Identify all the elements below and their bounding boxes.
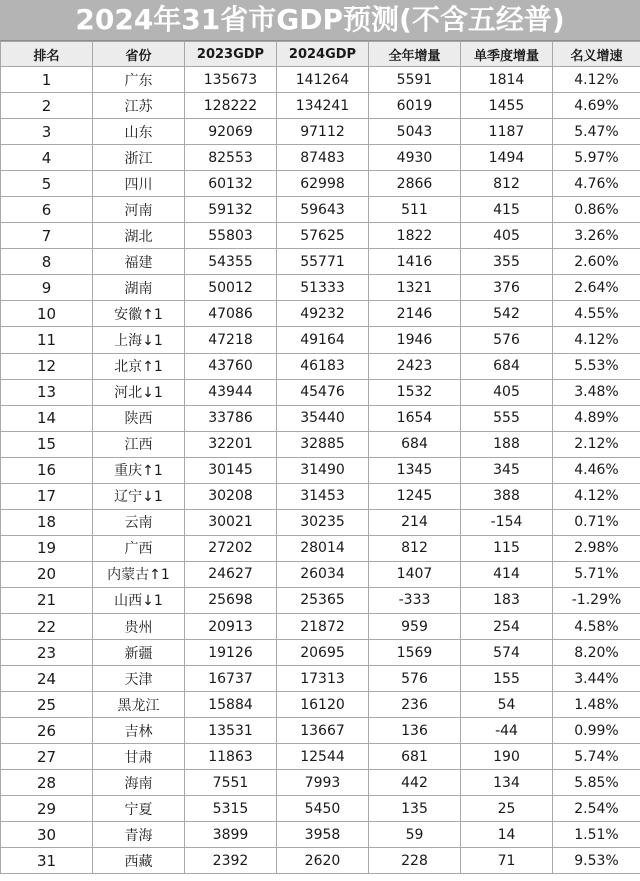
gdp-2024-cell: 3958 — [277, 822, 369, 848]
table-row — [1, 353, 640, 379]
gdp-2024-cell: 87483 — [277, 145, 369, 171]
quarter-increase-cell: 542 — [461, 301, 553, 327]
nominal-growth-cell: 4.12% — [553, 67, 640, 93]
nominal-growth-cell: 3.26% — [553, 223, 640, 249]
annual-increase-cell: 1321 — [369, 275, 461, 301]
annual-increase-cell: 236 — [369, 692, 461, 718]
annual-increase-cell: 59 — [369, 822, 461, 848]
column-header-gdp-2023: 2023GDP — [185, 42, 277, 67]
column-header-nominal-growth: 名义增速 — [553, 42, 640, 67]
gdp-2023-cell: 47086 — [185, 301, 277, 327]
quarter-increase-cell: 355 — [461, 249, 553, 275]
nominal-growth-cell: 4.46% — [553, 457, 640, 483]
province-cell: 山东 — [93, 119, 185, 145]
annual-increase-cell: 5043 — [369, 119, 461, 145]
rank-cell: 28 — [1, 770, 93, 796]
rank-cell: 26 — [1, 718, 93, 744]
gdp-2024-cell: 31490 — [277, 457, 369, 483]
rank-cell: 22 — [1, 613, 93, 639]
gdp-2024-cell: 31453 — [277, 483, 369, 509]
rank-cell: 19 — [1, 535, 93, 561]
gdp-2024-cell: 51333 — [277, 275, 369, 301]
gdp-2024-cell: 16120 — [277, 692, 369, 718]
rank-cell: 7 — [1, 223, 93, 249]
rank-cell: 13 — [1, 379, 93, 405]
province-cell: 四川 — [93, 171, 185, 197]
rank-cell: 11 — [1, 327, 93, 353]
table-row — [1, 613, 640, 639]
gdp-2023-cell: 20913 — [185, 613, 277, 639]
rank-cell: 17 — [1, 483, 93, 509]
gdp-2023-cell: 27202 — [185, 535, 277, 561]
quarter-increase-cell: 1455 — [461, 93, 553, 119]
gdp-2023-cell: 25698 — [185, 587, 277, 613]
table-row — [1, 379, 640, 405]
table-row — [1, 171, 640, 197]
rank-cell: 21 — [1, 587, 93, 613]
nominal-growth-cell: 4.76% — [553, 171, 640, 197]
gdp-2024-cell: 49232 — [277, 301, 369, 327]
rank-cell: 23 — [1, 640, 93, 666]
gdp-2024-cell: 30235 — [277, 509, 369, 535]
nominal-growth-cell: 0.86% — [553, 197, 640, 223]
gdp-2023-cell: 82553 — [185, 145, 277, 171]
quarter-increase-cell: 1187 — [461, 119, 553, 145]
annual-increase-cell: 1407 — [369, 561, 461, 587]
nominal-growth-cell: 3.44% — [553, 666, 640, 692]
gdp-2024-cell: 46183 — [277, 353, 369, 379]
province-cell: 安徽↑1 — [93, 301, 185, 327]
nominal-growth-cell: 1.51% — [553, 822, 640, 848]
province-cell: 陕西 — [93, 405, 185, 431]
table-row — [1, 718, 640, 744]
gdp-2023-cell: 16737 — [185, 666, 277, 692]
quarter-increase-cell: 576 — [461, 327, 553, 353]
table-row — [1, 327, 640, 353]
gdp-2024-cell: 35440 — [277, 405, 369, 431]
table-row — [1, 405, 640, 431]
province-cell: 江苏 — [93, 93, 185, 119]
table-row — [1, 67, 640, 93]
annual-increase-cell: 135 — [369, 796, 461, 822]
province-cell: 上海↓1 — [93, 327, 185, 353]
table-row — [1, 744, 640, 770]
annual-increase-cell: 1416 — [369, 249, 461, 275]
province-cell: 宁夏 — [93, 796, 185, 822]
rank-cell: 1 — [1, 67, 93, 93]
nominal-growth-cell: 9.53% — [553, 848, 640, 874]
quarter-increase-cell: 188 — [461, 431, 553, 457]
gdp-2023-cell: 7551 — [185, 770, 277, 796]
quarter-increase-cell: -154 — [461, 509, 553, 535]
nominal-growth-cell: 4.89% — [553, 405, 640, 431]
province-cell: 广东 — [93, 67, 185, 93]
nominal-growth-cell: 3.48% — [553, 379, 640, 405]
gdp-2024-cell: 45476 — [277, 379, 369, 405]
nominal-growth-cell: 5.47% — [553, 119, 640, 145]
table-row — [1, 770, 640, 796]
nominal-growth-cell: 4.58% — [553, 613, 640, 639]
rank-cell: 31 — [1, 848, 93, 874]
nominal-growth-cell: 2.60% — [553, 249, 640, 275]
gdp-2023-cell: 32201 — [185, 431, 277, 457]
province-cell: 内蒙古↑1 — [93, 561, 185, 587]
annual-increase-cell: 214 — [369, 509, 461, 535]
table-row — [1, 119, 640, 145]
table-row — [1, 249, 640, 275]
quarter-increase-cell: 555 — [461, 405, 553, 431]
rank-cell: 4 — [1, 145, 93, 171]
gdp-2024-cell: 134241 — [277, 93, 369, 119]
quarter-increase-cell: 71 — [461, 848, 553, 874]
gdp-2024-cell: 21872 — [277, 613, 369, 639]
table-row — [1, 535, 640, 561]
rank-cell: 15 — [1, 431, 93, 457]
table-row — [1, 275, 640, 301]
nominal-growth-cell: 4.12% — [553, 327, 640, 353]
gdp-2024-cell: 13667 — [277, 718, 369, 744]
gdp-2024-cell: 20695 — [277, 640, 369, 666]
gdp-2024-cell: 25365 — [277, 587, 369, 613]
province-cell: 福建 — [93, 249, 185, 275]
table-row — [1, 197, 640, 223]
province-cell: 湖南 — [93, 275, 185, 301]
province-cell: 江西 — [93, 431, 185, 457]
table-row — [1, 796, 640, 822]
province-cell: 西藏 — [93, 848, 185, 874]
province-cell: 青海 — [93, 822, 185, 848]
table-row — [1, 93, 640, 119]
annual-increase-cell: 812 — [369, 535, 461, 561]
quarter-increase-cell: 14 — [461, 822, 553, 848]
nominal-growth-cell: 5.74% — [553, 744, 640, 770]
rank-cell: 8 — [1, 249, 93, 275]
quarter-increase-cell: 1814 — [461, 67, 553, 93]
gdp-2024-cell: 12544 — [277, 744, 369, 770]
gdp-2024-cell: 57625 — [277, 223, 369, 249]
gdp-2023-cell: 55803 — [185, 223, 277, 249]
column-header-gdp-2024: 2024GDP — [277, 42, 369, 67]
quarter-increase-cell: 190 — [461, 744, 553, 770]
page-title: 2024年31省市GDP预测(不含五经普) — [0, 0, 640, 41]
nominal-growth-cell: 0.99% — [553, 718, 640, 744]
quarter-increase-cell: 345 — [461, 457, 553, 483]
annual-increase-cell: 1245 — [369, 483, 461, 509]
gdp-2023-cell: 13531 — [185, 718, 277, 744]
table-row — [1, 587, 640, 613]
gdp-2023-cell: 50012 — [185, 275, 277, 301]
quarter-increase-cell: 574 — [461, 640, 553, 666]
province-cell: 吉林 — [93, 718, 185, 744]
rank-cell: 5 — [1, 171, 93, 197]
rank-cell: 30 — [1, 822, 93, 848]
gdp-2024-cell: 7993 — [277, 770, 369, 796]
column-header-province: 省份 — [93, 42, 185, 67]
province-cell: 浙江 — [93, 145, 185, 171]
nominal-growth-cell: 1.48% — [553, 692, 640, 718]
table-row — [1, 509, 640, 535]
gdp-2024-cell: 26034 — [277, 561, 369, 587]
quarter-increase-cell: 25 — [461, 796, 553, 822]
nominal-growth-cell: 2.12% — [553, 431, 640, 457]
gdp-2023-cell: 15884 — [185, 692, 277, 718]
annual-increase-cell: 2423 — [369, 353, 461, 379]
quarter-increase-cell: 405 — [461, 379, 553, 405]
rank-cell: 3 — [1, 119, 93, 145]
gdp-2023-cell: 3899 — [185, 822, 277, 848]
annual-increase-cell: 684 — [369, 431, 461, 457]
province-cell: 云南 — [93, 509, 185, 535]
table-row — [1, 561, 640, 587]
quarter-increase-cell: 1494 — [461, 145, 553, 171]
table-row — [1, 483, 640, 509]
quarter-increase-cell: 183 — [461, 587, 553, 613]
annual-increase-cell: 2866 — [369, 171, 461, 197]
annual-increase-cell: 4930 — [369, 145, 461, 171]
annual-increase-cell: 136 — [369, 718, 461, 744]
gdp-2024-cell: 49164 — [277, 327, 369, 353]
nominal-growth-cell: 8.20% — [553, 640, 640, 666]
nominal-growth-cell: 5.53% — [553, 353, 640, 379]
gdp-2023-cell: 47218 — [185, 327, 277, 353]
quarter-increase-cell: 155 — [461, 666, 553, 692]
rank-cell: 12 — [1, 353, 93, 379]
gdp-2023-cell: 60132 — [185, 171, 277, 197]
province-cell: 湖北 — [93, 223, 185, 249]
province-cell: 广西 — [93, 535, 185, 561]
gdp-2024-cell: 141264 — [277, 67, 369, 93]
table-row — [1, 666, 640, 692]
table-row — [1, 692, 640, 718]
rank-cell: 2 — [1, 93, 93, 119]
annual-increase-cell: -333 — [369, 587, 461, 613]
province-cell: 山西↓1 — [93, 587, 185, 613]
gdp-2024-cell: 55771 — [277, 249, 369, 275]
annual-increase-cell: 681 — [369, 744, 461, 770]
nominal-growth-cell: 2.54% — [553, 796, 640, 822]
gdp-2023-cell: 43944 — [185, 379, 277, 405]
header-row — [1, 42, 640, 67]
table-row — [1, 640, 640, 666]
gdp-2023-cell: 128222 — [185, 93, 277, 119]
gdp-2023-cell: 30208 — [185, 483, 277, 509]
quarter-increase-cell: -44 — [461, 718, 553, 744]
table-row — [1, 145, 640, 171]
table-row — [1, 848, 640, 874]
quarter-increase-cell: 684 — [461, 353, 553, 379]
gdp-2023-cell: 92069 — [185, 119, 277, 145]
table-row — [1, 301, 640, 327]
province-cell: 海南 — [93, 770, 185, 796]
gdp-2023-cell: 33786 — [185, 405, 277, 431]
gdp-2024-cell: 62998 — [277, 171, 369, 197]
rank-cell: 9 — [1, 275, 93, 301]
column-header-rank: 排名 — [1, 42, 93, 67]
gdp-2024-cell: 17313 — [277, 666, 369, 692]
gdp-2023-cell: 5315 — [185, 796, 277, 822]
quarter-increase-cell: 115 — [461, 535, 553, 561]
gdp-2024-cell: 28014 — [277, 535, 369, 561]
gdp-2024-cell: 5450 — [277, 796, 369, 822]
rank-cell: 14 — [1, 405, 93, 431]
annual-increase-cell: 1654 — [369, 405, 461, 431]
quarter-increase-cell: 54 — [461, 692, 553, 718]
province-cell: 甘肃 — [93, 744, 185, 770]
nominal-growth-cell: 5.97% — [553, 145, 640, 171]
nominal-growth-cell: -1.29% — [553, 587, 640, 613]
rank-cell: 25 — [1, 692, 93, 718]
nominal-growth-cell: 0.71% — [553, 509, 640, 535]
province-cell: 天津 — [93, 666, 185, 692]
gdp-2023-cell: 59132 — [185, 197, 277, 223]
rank-cell: 10 — [1, 301, 93, 327]
gdp-2023-cell: 19126 — [185, 640, 277, 666]
annual-increase-cell: 1345 — [369, 457, 461, 483]
annual-increase-cell: 228 — [369, 848, 461, 874]
rank-cell: 20 — [1, 561, 93, 587]
nominal-growth-cell: 5.71% — [553, 561, 640, 587]
gdp-2023-cell: 11863 — [185, 744, 277, 770]
table-row — [1, 822, 640, 848]
gdp-2023-cell: 43760 — [185, 353, 277, 379]
gdp-2024-cell: 2620 — [277, 848, 369, 874]
nominal-growth-cell: 2.64% — [553, 275, 640, 301]
nominal-growth-cell: 4.69% — [553, 93, 640, 119]
province-cell: 黑龙江 — [93, 692, 185, 718]
table-body — [1, 67, 640, 874]
rank-cell: 24 — [1, 666, 93, 692]
gdp-2023-cell: 30021 — [185, 509, 277, 535]
nominal-growth-cell: 4.12% — [553, 483, 640, 509]
annual-increase-cell: 5591 — [369, 67, 461, 93]
annual-increase-cell: 1569 — [369, 640, 461, 666]
nominal-growth-cell: 4.55% — [553, 301, 640, 327]
gdp-2024-cell: 59643 — [277, 197, 369, 223]
gdp-2023-cell: 135673 — [185, 67, 277, 93]
table-row — [1, 223, 640, 249]
rank-cell: 18 — [1, 509, 93, 535]
column-header-annual-increase: 全年增量 — [369, 42, 461, 67]
gdp-2023-cell: 30145 — [185, 457, 277, 483]
gdp-2024-cell: 97112 — [277, 119, 369, 145]
quarter-increase-cell: 134 — [461, 770, 553, 796]
rank-cell: 6 — [1, 197, 93, 223]
province-cell: 河北↓1 — [93, 379, 185, 405]
gdp-2023-cell: 24627 — [185, 561, 277, 587]
quarter-increase-cell: 254 — [461, 613, 553, 639]
annual-increase-cell: 959 — [369, 613, 461, 639]
quarter-increase-cell: 812 — [461, 171, 553, 197]
nominal-growth-cell: 2.98% — [553, 535, 640, 561]
annual-increase-cell: 2146 — [369, 301, 461, 327]
province-cell: 河南 — [93, 197, 185, 223]
quarter-increase-cell: 405 — [461, 223, 553, 249]
annual-increase-cell: 576 — [369, 666, 461, 692]
nominal-growth-cell: 5.85% — [553, 770, 640, 796]
quarter-increase-cell: 388 — [461, 483, 553, 509]
quarter-increase-cell: 414 — [461, 561, 553, 587]
table-row — [1, 457, 640, 483]
rank-cell: 27 — [1, 744, 93, 770]
province-cell: 新疆 — [93, 640, 185, 666]
gdp-2024-cell: 32885 — [277, 431, 369, 457]
column-header-quarter-increase: 单季度增量 — [461, 42, 553, 67]
quarter-increase-cell: 415 — [461, 197, 553, 223]
annual-increase-cell: 1532 — [369, 379, 461, 405]
annual-increase-cell: 1946 — [369, 327, 461, 353]
province-cell: 辽宁↓1 — [93, 483, 185, 509]
province-cell: 重庆↑1 — [93, 457, 185, 483]
annual-increase-cell: 6019 — [369, 93, 461, 119]
quarter-increase-cell: 376 — [461, 275, 553, 301]
rank-cell: 29 — [1, 796, 93, 822]
gdp-table — [0, 41, 640, 874]
province-cell: 北京↑1 — [93, 353, 185, 379]
annual-increase-cell: 511 — [369, 197, 461, 223]
province-cell: 贵州 — [93, 613, 185, 639]
annual-increase-cell: 1822 — [369, 223, 461, 249]
gdp-2023-cell: 2392 — [185, 848, 277, 874]
table-row — [1, 431, 640, 457]
gdp-2023-cell: 54355 — [185, 249, 277, 275]
rank-cell: 16 — [1, 457, 93, 483]
annual-increase-cell: 442 — [369, 770, 461, 796]
